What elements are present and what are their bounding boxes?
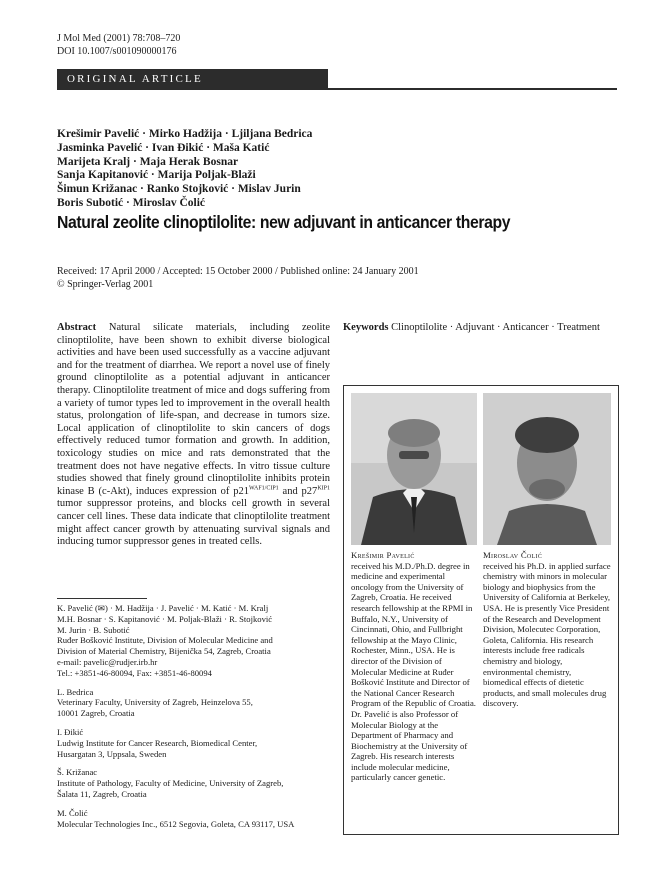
affiliation-line: Veterinary Faculty, University of Zagreb, Heinzelova 55, xyxy=(57,697,253,708)
bio-colic xyxy=(483,550,611,709)
abstract-sup-b: KIP1 xyxy=(317,485,330,492)
affiliation-line: Ruđer Bošković Institute, Division of Molecular Medicine and xyxy=(57,635,273,646)
portrait-image xyxy=(483,393,611,545)
author-line: Krešimir Pavelić · Mirko Hadžija · Ljiljana Bedrica xyxy=(57,128,313,140)
abstract xyxy=(57,322,330,549)
author-photo-pavelic xyxy=(351,393,477,545)
abstract-sup-a: WAF1/CIP1 xyxy=(249,485,279,492)
bio-pavelic xyxy=(351,550,477,783)
affiliation-line: Division of Material Chemistry, Bijenička 54, Zagreb, Croatia xyxy=(57,646,271,657)
keywords xyxy=(343,322,618,335)
affiliations xyxy=(57,598,337,837)
abstract-heading: Abstract xyxy=(57,322,97,333)
affiliation-line: Ludwig Institute for Cancer Research, Biomedical Center, xyxy=(57,737,258,748)
abstract-text-c: tumor suppressor proteins, and blocks cell growth in several cancer cell lines. These data indicate that clinoptilolite treatment might affect cancer growth by attenuating survival signals and inducing tumor suppressor genes in treated cells. xyxy=(57,498,330,548)
dates-line: Received: 17 April 2000 / Accepted: 15 October 2000 / Published online: 24 January 2001 xyxy=(57,266,419,277)
author-list xyxy=(57,128,312,211)
affiliation-line: Šalata 11, Zagreb, Croatia xyxy=(57,788,147,799)
affiliation-line: M. Čolić xyxy=(57,807,88,818)
affiliation-line: Š. Križanac xyxy=(57,767,98,778)
bio-name: Miroslav Čolić xyxy=(483,550,543,560)
bio-text: received his M.D./Ph.D. degree in medicine and experimental oncology from the University of Zagreb, Croatia. He received research fellowship at the RPMI in Buffalo, N.Y., University of Cincinnati, Ohio, and Fullbright fellowship at the Mayo Clinic, Rochester, Minn., USA. He is director of the Division of Molecular Medicine at Ruđer Bošković Institute and Director of the National Cancer Research Program of the Republic of Croatia. Dr. Pavelić is also Professor of Molecular Biology at the Department of Pharmacy and Biochemistry at the University of Zagreb. His research interests include molecular medicine, particularly cancer genetic. xyxy=(351,560,476,783)
affiliation-line: L. Bedrica xyxy=(57,686,94,697)
affiliation-line: Tel.: +3851-46-80094, Fax: +3851-46-80094 xyxy=(57,667,212,678)
affiliation-block xyxy=(57,727,337,759)
affiliation-block xyxy=(57,687,337,719)
author-line: Sanja Kapitanović · Marija Poljak-Blaži xyxy=(57,169,256,182)
abstract-text-a: Natural silicate materials, including zeolite clinoptilolite, have been shown to exhibit diverse biological activities and have been used successfully as a vaccine adjuvant and for the treatment of diarrhea. We report a novel use of finely ground clinoptilolite as a potential adjuvant in anticancer therapy. Clinoptilolite treatment of mice and dogs suffering from a variety of tumor types led to improvement in the overall health status, prolongation of life-span, and decrease in tumors size. Local application of clinoptilolite to skin cancers of dogs effectively reduced tumor formation and growth. In addition, toxicology studies on mice and rats demonstrated that the treatment does not have negative effects. In vitro tissue culture studies showed that finely ground clinoptilolite inhibits protein kinase B (c-Akt), induces expression of p21 xyxy=(57,322,330,497)
affiliation-email[interactable]: e-mail: pavelic@rudjer.irb.hr xyxy=(57,656,158,667)
affiliation-line: Husargatan 3, Uppsala, Sweden xyxy=(57,748,167,759)
affiliation-block xyxy=(57,808,337,830)
affiliation-line: M. Jurin · B. Subotić xyxy=(57,624,130,635)
affiliation-line: Molecular Technologies Inc., 6512 Segovia, Goleta, CA 93117, USA xyxy=(57,818,295,829)
affiliation-line: 10001 Zagreb, Croatia xyxy=(57,708,135,719)
keywords-text: Clinoptilolite · Adjuvant · Anticancer · Treatment xyxy=(391,322,600,333)
journal-citation: J Mol Med (2001) 78:708–720 xyxy=(57,33,181,44)
affiliation-line: Institute of Pathology, Faculty of Medicine, University of Zagreb, xyxy=(57,778,284,789)
keywords-heading: Keywords xyxy=(343,322,389,333)
author-photo-colic xyxy=(483,393,611,545)
publication-dates xyxy=(57,266,419,291)
author-line: Boris Subotić · Miroslav Čolić xyxy=(57,196,206,209)
article-title: Natural zeolite clinoptilolite: new adjuvant in anticancer therapy xyxy=(57,212,511,232)
section-banner: ORIGINAL ARTICLE xyxy=(57,69,328,89)
journal-doi: DOI 10.1007/s001090000176 xyxy=(57,45,177,57)
author-line: Jasminka Pavelić · Ivan Đikić · Maša Katić xyxy=(57,141,270,154)
bio-name: Krešimir Pavelić xyxy=(351,550,415,560)
portrait-image xyxy=(351,393,477,545)
affiliation-line: K. Pavelić (✉) · M. Hadžija · J. Pavelić · M. Katić · M. Kralj xyxy=(57,603,269,613)
affiliation-rule xyxy=(57,598,147,599)
author-line: Marijeta Kralj · Maja Herak Bosnar xyxy=(57,155,239,168)
journal-header xyxy=(57,33,180,58)
author-line: Šimun Križanac · Ranko Stojković · Mislav Jurin xyxy=(57,183,301,196)
affiliation-block xyxy=(57,767,337,799)
copyright-line: © Springer-Verlag 2001 xyxy=(57,278,154,290)
header-rule xyxy=(57,88,617,90)
abstract-text-b: and p27 xyxy=(278,485,318,497)
affiliation-line: M.H. Bosnar · S. Kapitanović · M. Poljak-Blaži · R. Stojković xyxy=(57,613,273,624)
affiliation-block xyxy=(57,603,337,679)
affiliation-line: I. Đikić xyxy=(57,726,84,737)
bio-text: received his Ph.D. in applied surface chemistry with minors in molecular biology and biophysics from the University of California at Berkeley, USA. He is presently Vice President of the Research and Development Division, Molecutec Corporation, Goleta, California. His research interests include free radicals chemistry and biology, environmental chemistry, biomedical effects of dietetic products, and small molecules drug discovery. xyxy=(483,560,611,709)
